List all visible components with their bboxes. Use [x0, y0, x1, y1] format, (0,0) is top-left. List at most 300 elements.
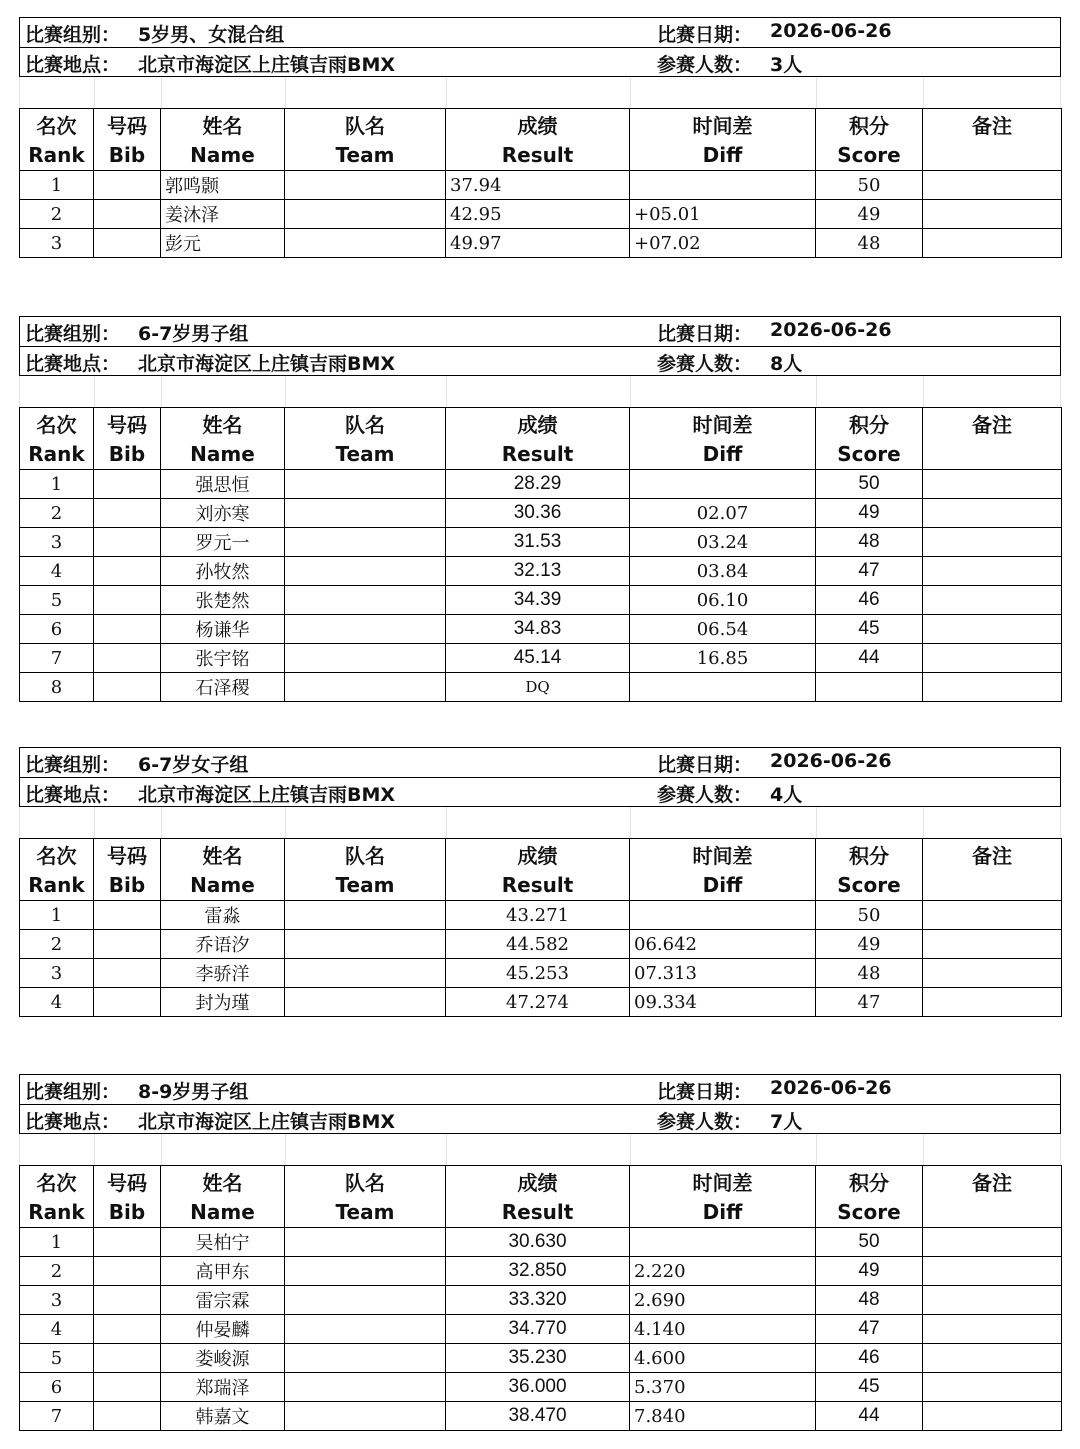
venue-value: 北京市海淀区上庄镇吉雨BMX — [138, 353, 396, 375]
cell-name: 高甲东 — [161, 1257, 285, 1286]
cell-diff: 02.07 — [630, 499, 816, 528]
cell-name: 娄峻源 — [161, 1344, 285, 1373]
cell-bib — [94, 673, 161, 702]
cell-bib — [94, 557, 161, 586]
header-row-cn — [20, 109, 1062, 140]
grid-line — [161, 807, 162, 838]
group-value: 6-7岁男子组 — [138, 323, 249, 345]
table-row — [20, 1257, 1062, 1286]
cell-diff: 4.140 — [630, 1315, 816, 1344]
table-row — [20, 499, 1062, 528]
col-header-bib-en: Bib — [94, 870, 161, 901]
col-header-note-en — [923, 140, 1062, 171]
cell-team — [285, 1344, 446, 1373]
cell-diff: 7.840 — [630, 1402, 816, 1431]
grid-line — [630, 807, 631, 838]
grid-line — [94, 1134, 95, 1165]
grid-line — [446, 1134, 447, 1165]
col-header-note: 备注 — [923, 109, 1062, 140]
cell-team — [285, 499, 446, 528]
grid-line — [630, 77, 631, 108]
cell-team — [285, 229, 446, 258]
col-header-name: 姓名 — [161, 1166, 285, 1197]
cell-name: 郑瑞泽 — [161, 1373, 285, 1402]
results-table — [19, 838, 1062, 1017]
cell-score: 49 — [816, 1257, 923, 1286]
cell-name: 雷淼 — [161, 901, 285, 930]
venue-label: 比赛地点： — [25, 54, 121, 76]
results-table — [19, 407, 1062, 702]
cell-name: 韩嘉文 — [161, 1402, 285, 1431]
cell-result: 31.53 — [446, 528, 630, 557]
venue-label: 比赛地点： — [25, 1111, 121, 1133]
group-value: 6-7岁女子组 — [138, 754, 249, 776]
cell-name: 乔语汐 — [161, 930, 285, 959]
cell-name: 石泽稷 — [161, 673, 285, 702]
cell-rank: 7 — [20, 644, 94, 673]
count-value: 8人 — [770, 353, 803, 375]
grid-line — [446, 376, 447, 407]
col-header-result-en: Result — [446, 439, 630, 470]
cell-name: 张宇铭 — [161, 644, 285, 673]
cell-result: 34.39 — [446, 586, 630, 615]
cell-diff: +05.01 — [630, 200, 816, 229]
cell-rank: 5 — [20, 1344, 94, 1373]
cell-name: 仲晏麟 — [161, 1315, 285, 1344]
grid-line — [446, 77, 447, 108]
col-header-note-en — [923, 439, 1062, 470]
col-header-note: 备注 — [923, 1166, 1062, 1197]
cell-team — [285, 1402, 446, 1431]
cell-score: 50 — [816, 1228, 923, 1257]
cell-bib — [94, 200, 161, 229]
cell-score: 45 — [816, 1373, 923, 1402]
col-header-bib-en: Bib — [94, 1197, 161, 1228]
cell-team — [285, 988, 446, 1017]
col-header-result: 成绩 — [446, 408, 630, 439]
table-row — [20, 673, 1062, 702]
cell-result: 43.271 — [446, 901, 630, 930]
cell-score: 48 — [816, 1286, 923, 1315]
cell-rank: 6 — [20, 615, 94, 644]
cell-name: 雷宗霖 — [161, 1286, 285, 1315]
cell-result: 45.253 — [446, 959, 630, 988]
cell-result: 38.470 — [446, 1402, 630, 1431]
cell-score — [816, 673, 923, 702]
cell-note — [923, 1315, 1062, 1344]
cell-score: 47 — [816, 1315, 923, 1344]
cell-diff — [630, 673, 816, 702]
cell-rank: 1 — [20, 1228, 94, 1257]
cell-team — [285, 901, 446, 930]
col-header-name: 姓名 — [161, 408, 285, 439]
cell-name: 姜沐泽 — [161, 200, 285, 229]
header-divider — [20, 47, 1060, 48]
col-header-rank: 名次 — [20, 109, 94, 140]
group-label: 比赛组别： — [25, 1081, 121, 1103]
cell-result: 33.320 — [446, 1286, 630, 1315]
col-header-team-en: Team — [285, 439, 446, 470]
grid-line — [816, 77, 817, 108]
cell-name: 郭鸣颢 — [161, 171, 285, 200]
cell-bib — [94, 1373, 161, 1402]
count-label: 参赛人数： — [657, 353, 753, 375]
grid-line — [630, 376, 631, 407]
cell-note — [923, 644, 1062, 673]
col-header-name-en: Name — [161, 140, 285, 171]
cell-rank: 2 — [20, 200, 94, 229]
col-header-score-en: Score — [816, 439, 923, 470]
cell-diff: 09.334 — [630, 988, 816, 1017]
table-row — [20, 1344, 1062, 1373]
table-row — [20, 1315, 1062, 1344]
cell-team — [285, 171, 446, 200]
grid-line — [446, 807, 447, 838]
table-row — [20, 1286, 1062, 1315]
cell-diff: 07.313 — [630, 959, 816, 988]
col-header-result: 成绩 — [446, 839, 630, 870]
table-row — [20, 615, 1062, 644]
cell-team — [285, 1315, 446, 1344]
cell-name: 张楚然 — [161, 586, 285, 615]
table-row — [20, 171, 1062, 200]
cell-diff: 2.220 — [630, 1257, 816, 1286]
col-header-note-en — [923, 1197, 1062, 1228]
col-header-rank: 名次 — [20, 408, 94, 439]
cell-diff: 03.84 — [630, 557, 816, 586]
col-header-result-en: Result — [446, 1197, 630, 1228]
cell-bib — [94, 1315, 161, 1344]
header-row-cn — [20, 839, 1062, 870]
cell-diff — [630, 1228, 816, 1257]
cell-bib — [94, 586, 161, 615]
cell-diff: 06.54 — [630, 615, 816, 644]
spacer-row — [19, 376, 1061, 407]
count-label: 参赛人数： — [657, 54, 753, 76]
grid-line — [285, 1134, 286, 1165]
col-header-rank-en: Rank — [20, 870, 94, 901]
col-header-team: 队名 — [285, 109, 446, 140]
cell-note — [923, 1286, 1062, 1315]
cell-bib — [94, 959, 161, 988]
venue-label: 比赛地点： — [25, 784, 121, 806]
cell-score: 45 — [816, 615, 923, 644]
cell-diff: 06.10 — [630, 586, 816, 615]
cell-team — [285, 557, 446, 586]
group-label: 比赛组别： — [25, 754, 121, 776]
cell-note — [923, 930, 1062, 959]
cell-note — [923, 959, 1062, 988]
cell-name: 强思恒 — [161, 470, 285, 499]
count-value: 7人 — [770, 1111, 803, 1133]
venue-value: 北京市海淀区上庄镇吉雨BMX — [138, 54, 396, 76]
cell-result: 35.230 — [446, 1344, 630, 1373]
col-header-rank: 名次 — [20, 1166, 94, 1197]
cell-rank: 3 — [20, 229, 94, 258]
cell-rank: 3 — [20, 959, 94, 988]
cell-note — [923, 171, 1062, 200]
col-header-score-en: Score — [816, 1197, 923, 1228]
cell-note — [923, 1402, 1062, 1431]
grid-line — [94, 807, 95, 838]
group-label: 比赛组别： — [25, 24, 121, 46]
col-header-diff: 时间差 — [630, 408, 816, 439]
col-header-score: 积分 — [816, 109, 923, 140]
cell-bib — [94, 615, 161, 644]
cell-rank: 1 — [20, 901, 94, 930]
cell-name: 罗元一 — [161, 528, 285, 557]
col-header-note: 备注 — [923, 408, 1062, 439]
cell-bib — [94, 470, 161, 499]
cell-team — [285, 470, 446, 499]
cell-note — [923, 229, 1062, 258]
cell-bib — [94, 1257, 161, 1286]
table-row — [20, 200, 1062, 229]
cell-result: 28.29 — [446, 470, 630, 499]
cell-rank: 5 — [20, 586, 94, 615]
cell-score: 50 — [816, 470, 923, 499]
col-header-score: 积分 — [816, 408, 923, 439]
cell-bib — [94, 1228, 161, 1257]
cell-name: 杨谦华 — [161, 615, 285, 644]
cell-rank: 1 — [20, 171, 94, 200]
cell-rank: 4 — [20, 557, 94, 586]
table-row — [20, 644, 1062, 673]
col-header-note: 备注 — [923, 839, 1062, 870]
col-header-name-en: Name — [161, 1197, 285, 1228]
cell-note — [923, 901, 1062, 930]
cell-result: 45.14 — [446, 644, 630, 673]
count-value: 4人 — [770, 784, 803, 806]
cell-note — [923, 988, 1062, 1017]
header-row-en — [20, 870, 1062, 901]
cell-team — [285, 1286, 446, 1315]
date-value: 2026-06-26 — [770, 20, 892, 42]
table-row — [20, 988, 1062, 1017]
block-header — [19, 17, 1061, 77]
header-row-cn — [20, 408, 1062, 439]
cell-bib — [94, 528, 161, 557]
col-header-name: 姓名 — [161, 109, 285, 140]
date-label: 比赛日期： — [657, 24, 753, 46]
table-row — [20, 470, 1062, 499]
col-header-team-en: Team — [285, 870, 446, 901]
spacer-row — [19, 1134, 1061, 1165]
table-row — [20, 586, 1062, 615]
col-header-rank-en: Rank — [20, 140, 94, 171]
block-header — [19, 316, 1061, 376]
cell-diff — [630, 901, 816, 930]
cell-diff: 2.690 — [630, 1286, 816, 1315]
header-row-en — [20, 140, 1062, 171]
cell-team — [285, 528, 446, 557]
grid-line — [161, 376, 162, 407]
cell-result: 32.850 — [446, 1257, 630, 1286]
table-row — [20, 1402, 1062, 1431]
results-table — [19, 1165, 1062, 1431]
cell-result: DQ — [446, 673, 630, 702]
cell-note — [923, 1228, 1062, 1257]
cell-score: 48 — [816, 528, 923, 557]
cell-note — [923, 673, 1062, 702]
col-header-team: 队名 — [285, 839, 446, 870]
col-header-diff: 时间差 — [630, 839, 816, 870]
results-table — [19, 108, 1062, 258]
col-header-note-en — [923, 870, 1062, 901]
header-row-en — [20, 439, 1062, 470]
grid-line — [285, 807, 286, 838]
cell-rank: 6 — [20, 1373, 94, 1402]
cell-result: 30.630 — [446, 1228, 630, 1257]
venue-label: 比赛地点： — [25, 353, 121, 375]
cell-team — [285, 1373, 446, 1402]
cell-result: 44.582 — [446, 930, 630, 959]
grid-line — [285, 376, 286, 407]
cell-score: 44 — [816, 1402, 923, 1431]
header-row-en — [20, 1197, 1062, 1228]
date-label: 比赛日期： — [657, 323, 753, 345]
cell-team — [285, 586, 446, 615]
cell-rank: 4 — [20, 1315, 94, 1344]
cell-bib — [94, 229, 161, 258]
col-header-diff-en: Diff — [630, 870, 816, 901]
cell-name: 孙牧然 — [161, 557, 285, 586]
col-header-team-en: Team — [285, 1197, 446, 1228]
cell-rank: 3 — [20, 1286, 94, 1315]
grid-line — [816, 376, 817, 407]
table-row — [20, 1373, 1062, 1402]
col-header-name-en: Name — [161, 439, 285, 470]
cell-score: 49 — [816, 930, 923, 959]
grid-line — [630, 1134, 631, 1165]
col-header-diff: 时间差 — [630, 1166, 816, 1197]
cell-team — [285, 200, 446, 229]
cell-note — [923, 1373, 1062, 1402]
grid-line — [816, 1134, 817, 1165]
cell-result: 47.274 — [446, 988, 630, 1017]
col-header-bib: 号码 — [94, 109, 161, 140]
venue-value: 北京市海淀区上庄镇吉雨BMX — [138, 1111, 396, 1133]
table-row — [20, 930, 1062, 959]
cell-name: 刘亦寒 — [161, 499, 285, 528]
cell-bib — [94, 988, 161, 1017]
table-row — [20, 557, 1062, 586]
date-label: 比赛日期： — [657, 1081, 753, 1103]
cell-bib — [94, 171, 161, 200]
header-divider — [20, 346, 1060, 347]
col-header-name-en: Name — [161, 870, 285, 901]
grid-line — [923, 376, 924, 407]
cell-score: 50 — [816, 171, 923, 200]
cell-bib — [94, 901, 161, 930]
cell-result: 30.36 — [446, 499, 630, 528]
table-row — [20, 901, 1062, 930]
cell-bib — [94, 499, 161, 528]
date-label: 比赛日期： — [657, 754, 753, 776]
col-header-diff-en: Diff — [630, 1197, 816, 1228]
group-label: 比赛组别： — [25, 323, 121, 345]
cell-rank: 2 — [20, 499, 94, 528]
cell-team — [285, 615, 446, 644]
cell-result: 49.97 — [446, 229, 630, 258]
cell-team — [285, 959, 446, 988]
cell-score: 47 — [816, 988, 923, 1017]
cell-result: 32.13 — [446, 557, 630, 586]
table-row — [20, 1228, 1062, 1257]
cell-rank: 2 — [20, 1257, 94, 1286]
cell-result: 37.94 — [446, 171, 630, 200]
cell-note — [923, 615, 1062, 644]
cell-name: 彭元 — [161, 229, 285, 258]
cell-note — [923, 200, 1062, 229]
cell-result: 34.83 — [446, 615, 630, 644]
cell-note — [923, 470, 1062, 499]
cell-result: 36.000 — [446, 1373, 630, 1402]
cell-team — [285, 1257, 446, 1286]
grid-line — [923, 807, 924, 838]
cell-note — [923, 499, 1062, 528]
cell-team — [285, 930, 446, 959]
col-header-diff-en: Diff — [630, 140, 816, 171]
cell-result: 42.95 — [446, 200, 630, 229]
grid-line — [923, 1134, 924, 1165]
group-value: 8-9岁男子组 — [138, 1081, 249, 1103]
block-header — [19, 1074, 1061, 1134]
grid-line — [285, 77, 286, 108]
block-header — [19, 747, 1061, 807]
col-header-score: 积分 — [816, 1166, 923, 1197]
cell-team — [285, 1228, 446, 1257]
col-header-name: 姓名 — [161, 839, 285, 870]
cell-score: 48 — [816, 959, 923, 988]
col-header-bib-en: Bib — [94, 439, 161, 470]
cell-score: 49 — [816, 499, 923, 528]
cell-rank: 3 — [20, 528, 94, 557]
date-value: 2026-06-26 — [770, 750, 892, 772]
table-row — [20, 229, 1062, 258]
header-divider — [20, 777, 1060, 778]
col-header-rank-en: Rank — [20, 439, 94, 470]
cell-rank: 7 — [20, 1402, 94, 1431]
grid-line — [161, 77, 162, 108]
cell-diff: 5.370 — [630, 1373, 816, 1402]
table-row — [20, 959, 1062, 988]
col-header-result: 成绩 — [446, 1166, 630, 1197]
cell-note — [923, 557, 1062, 586]
cell-diff: 4.600 — [630, 1344, 816, 1373]
cell-score: 46 — [816, 586, 923, 615]
col-header-result-en: Result — [446, 140, 630, 171]
cell-name: 吴柏宁 — [161, 1228, 285, 1257]
cell-score: 46 — [816, 1344, 923, 1373]
col-header-score-en: Score — [816, 140, 923, 171]
count-label: 参赛人数： — [657, 1111, 753, 1133]
cell-name: 李骄洋 — [161, 959, 285, 988]
col-header-bib: 号码 — [94, 1166, 161, 1197]
cell-team — [285, 644, 446, 673]
cell-score: 44 — [816, 644, 923, 673]
grid-line — [816, 807, 817, 838]
grid-line — [94, 77, 95, 108]
cell-note — [923, 1257, 1062, 1286]
col-header-team: 队名 — [285, 1166, 446, 1197]
cell-rank: 2 — [20, 930, 94, 959]
cell-bib — [94, 644, 161, 673]
header-divider — [20, 1104, 1060, 1105]
count-value: 3人 — [770, 54, 803, 76]
cell-note — [923, 586, 1062, 615]
cell-name: 封为瑾 — [161, 988, 285, 1017]
